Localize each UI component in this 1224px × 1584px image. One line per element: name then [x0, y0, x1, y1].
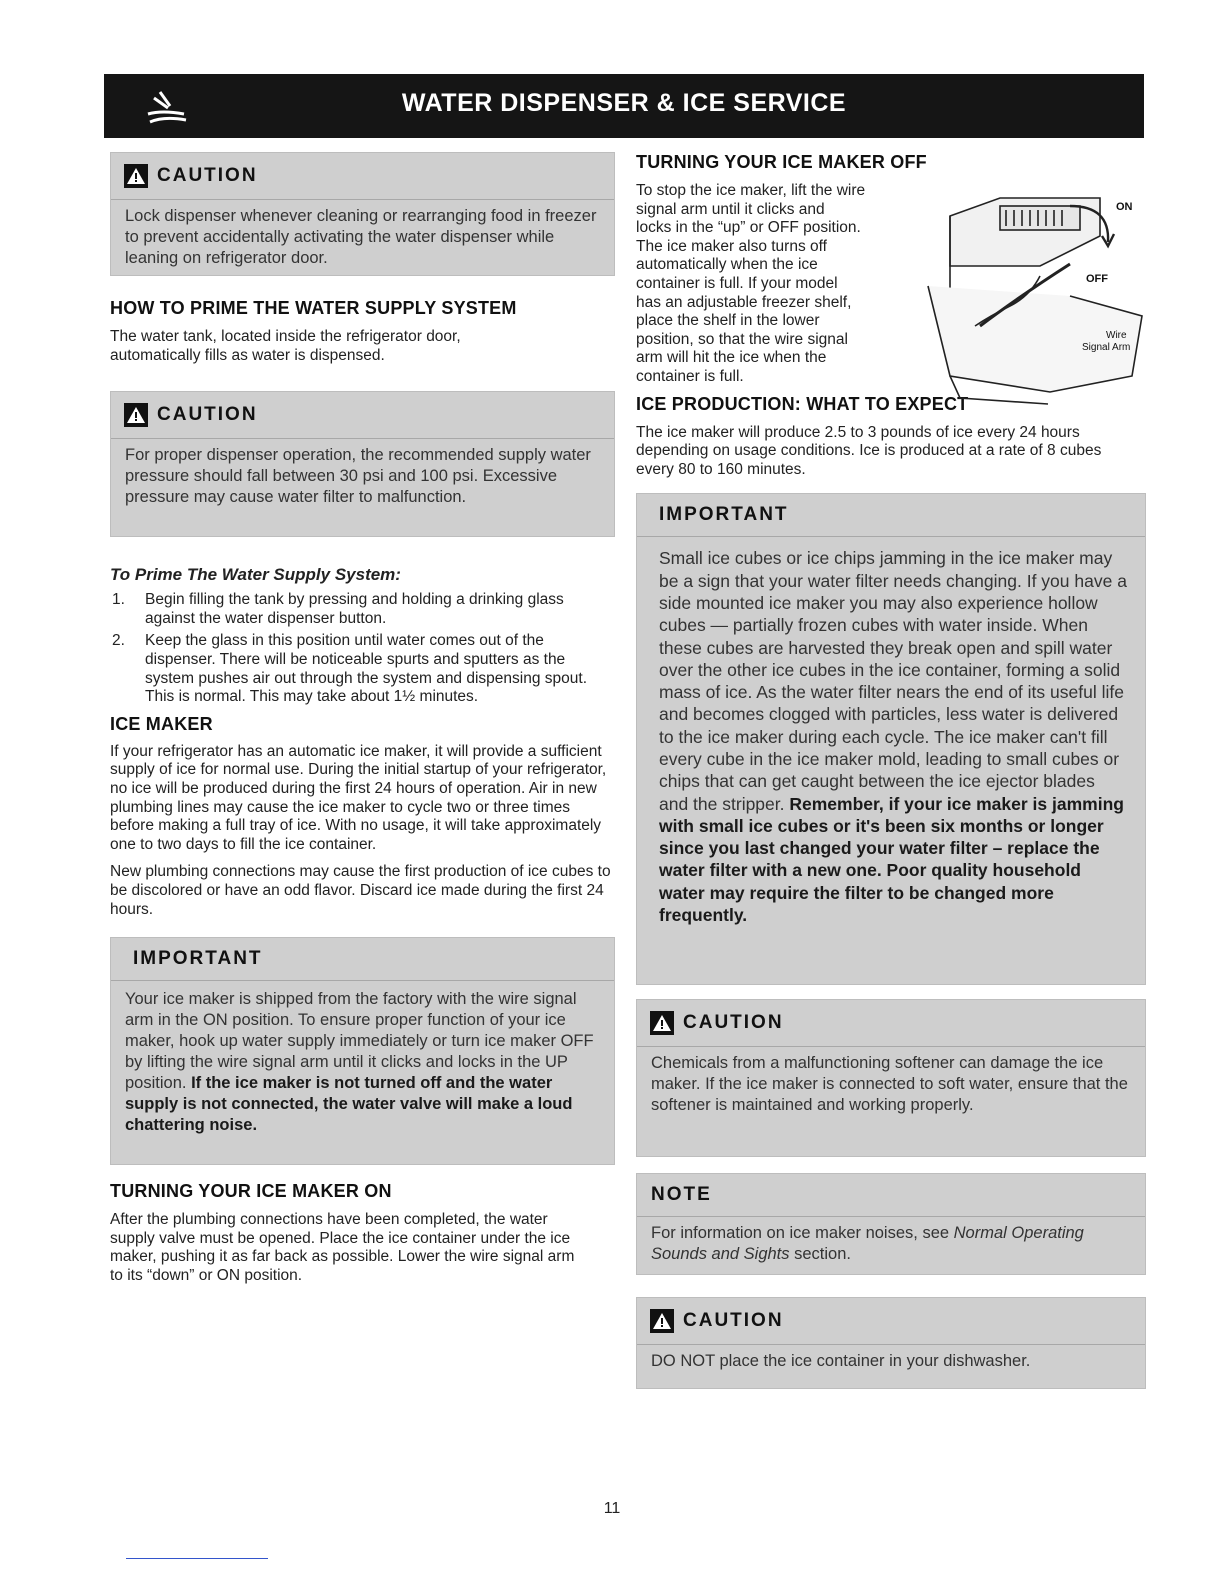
- note-label: NOTE: [651, 1184, 712, 1206]
- caution-box-pressure: [110, 391, 615, 537]
- section-heading-production: ICE PRODUCTION: WHAT TO EXPECT: [636, 393, 969, 414]
- divider: [111, 199, 614, 200]
- caution-text: For proper dispenser operation, the recommended supply water pressure should fall between 30 psi and 100 psi. Excessive pressure may cause water filter to malfunction.: [125, 446, 591, 507]
- text-line: The ice maker also turns off: [636, 237, 827, 255]
- text-line: To stop the ice maker, lift the wire: [636, 182, 866, 199]
- section-heading-turn-on: TURNING YOUR ICE MAKER ON: [110, 1181, 392, 1202]
- important-box-filter: [636, 493, 1146, 985]
- warning-icon: [123, 402, 149, 428]
- text-line: container is full. If your model: [636, 274, 838, 292]
- caution-text: Lock dispenser whenever cleaning or rearranging food in freezer to prevent accidentally activating the water dispenser while leaning on refrigerator door.: [125, 207, 597, 267]
- divider: [637, 1344, 1145, 1345]
- page-number: 11: [603, 1500, 621, 1517]
- text-line: place the shelf in the lower: [636, 312, 820, 330]
- important-text: Your ice maker is shipped from the factory with the wire signal arm in the ON position. To ensure proper function of your ice maker, hook up water supply immediately or turn ice maker OFF by lifting the wire signal arm until it clicks and locks in the UP position. If the ice maker is not turned off and the water supply is not connected, the water valve will make a loud chattering noise.: [125, 990, 594, 1135]
- warning-icon: [649, 1308, 675, 1334]
- note-text: For information on ice maker noises, see Normal Operating Sounds and Sights section.: [651, 1224, 1084, 1264]
- divider: [637, 1216, 1145, 1217]
- divider: [111, 438, 614, 439]
- prime-description: The water tank, located inside the refrigerator door, automatically fills as water is dispensed.: [110, 328, 461, 364]
- arm-label-line-2: Signal Arm: [1082, 342, 1131, 353]
- important-text: Small ice cubes or ice chips jamming in the ice maker may be a sign that your water filter needs changing. If you have a side mounted ice maker you may also experience hollow cubes — partially frozen cubes with water inside. When these cubes are harvested they break open and spill water over the other ice cubes in the ice container, forming a solid mass of ice. As the water filter nears the end of its useful life and becomes clogged with particles, less water is delivered to the ice maker during each cycle. The ice maker can't fill every cube in the ice maker mold, leading to small cubes or chips that can get caught between the ice ejector blades and the stripper. Remember, if your ice maker is jamming with small ice cubes or it's been six months or longer since you last changed your water filter – replace the water filter with a new one. Poor quality household water may require the filter to be changed more frequently.: [659, 548, 1127, 926]
- warning-icon: [649, 1010, 675, 1036]
- divider: [637, 1046, 1145, 1047]
- right-column: [636, 152, 1146, 1389]
- caution-box-dishwasher: [636, 1297, 1146, 1389]
- divider: [637, 536, 1145, 537]
- caution-label: CAUTION: [157, 165, 258, 186]
- caution-box-softener: [636, 999, 1146, 1157]
- turn-off-section: [636, 152, 1146, 387]
- warning-icon: [123, 163, 149, 189]
- text-line: signal arm until it clicks and: [636, 200, 825, 218]
- on-label: ON: [1116, 201, 1133, 213]
- turn-on-description: After the plumbing connections have been completed, the water supply valve must be opened. Place the ice container under the ice maker, pushing it as far back as possible. Lower the wire signal arm to its “down” or ON position.: [110, 1211, 575, 1284]
- footer-rule: [126, 1558, 268, 1559]
- caution-box-dispenser-lock: [110, 152, 615, 276]
- text-line: automatically when the ice: [636, 256, 818, 274]
- section-heading-prime: HOW TO PRIME THE WATER SUPPLY SYSTEM: [110, 298, 517, 318]
- caution-label: CAUTION: [683, 1012, 784, 1034]
- ice-maker-paragraph-1: If your refrigerator has an automatic ice maker, it will provide a sufficient supply of ice for normal use. During the initial startup of your refrigerator, no ice will be produced during the first 24 hours of operation. Air in new plumbing lines may cause the ice maker to cycle two or three times before making a full tray of ice. With no usage, it will take approximately one to two days to fill the ice container.: [110, 742, 607, 853]
- section-heading-turn-off: TURNING YOUR ICE MAKER OFF: [636, 152, 927, 172]
- divider: [111, 980, 614, 981]
- note-box-noises: [636, 1173, 1146, 1275]
- text-line: container is full.: [636, 367, 744, 385]
- off-label: OFF: [1086, 273, 1108, 285]
- caution-label: CAUTION: [157, 404, 258, 426]
- left-column: [110, 152, 615, 1285]
- text-line: position, so that the wire signal: [636, 330, 848, 348]
- list-item: 1. Begin filling the tank by pressing and holding a drinking glass against the water dispenser button.: [112, 591, 564, 627]
- page-title: WATER DISPENSER & ICE SERVICE: [401, 89, 847, 117]
- text-line: locks in the “up” or OFF position.: [636, 219, 861, 237]
- turn-off-text: [636, 182, 916, 387]
- caution-text: Chemicals from a malfunctioning softener can damage the ice maker. If the ice maker is connected to soft water, ensure that the softener is maintained and working properly.: [651, 1054, 1128, 1115]
- list-item: 2. Keep the glass in this position until water comes out of the dispenser. There will be noticeable spurts and sputters as the system pushes air out through the system and dispensing spout. This is normal. This may take about 1½ minutes.: [112, 632, 587, 706]
- ice-maker-illustration: [920, 176, 1146, 408]
- production-text: The ice maker will produce 2.5 to 3 pounds of ice every 24 hours depending on usage conditions. Ice is produced at a rate of 8 cubes every 80 to 160 minutes.: [636, 423, 1102, 478]
- ice-maker-paragraph-2: New plumbing connections may cause the first production of ice cubes to be discolored or have an odd flavor. Discard ice made during the first 24 hours.: [110, 863, 611, 918]
- prime-steps-list: [110, 591, 615, 707]
- important-label: IMPORTANT: [133, 948, 263, 970]
- important-label: IMPORTANT: [659, 504, 789, 526]
- important-box-shipped: [110, 937, 615, 1165]
- steps-heading: To Prime The Water Supply System:: [110, 565, 401, 585]
- section-heading-ice-maker: ICE MAKER: [110, 713, 213, 734]
- page-header-banner: [104, 74, 1144, 138]
- text-line: has an adjustable freezer shelf,: [636, 293, 852, 311]
- text-line: arm will hit the ice when the: [636, 349, 827, 367]
- caution-label: CAUTION: [683, 1310, 784, 1332]
- caution-text: DO NOT place the ice container in your dishwasher.: [651, 1352, 1031, 1371]
- arm-label-line-1: Wire: [1106, 330, 1127, 341]
